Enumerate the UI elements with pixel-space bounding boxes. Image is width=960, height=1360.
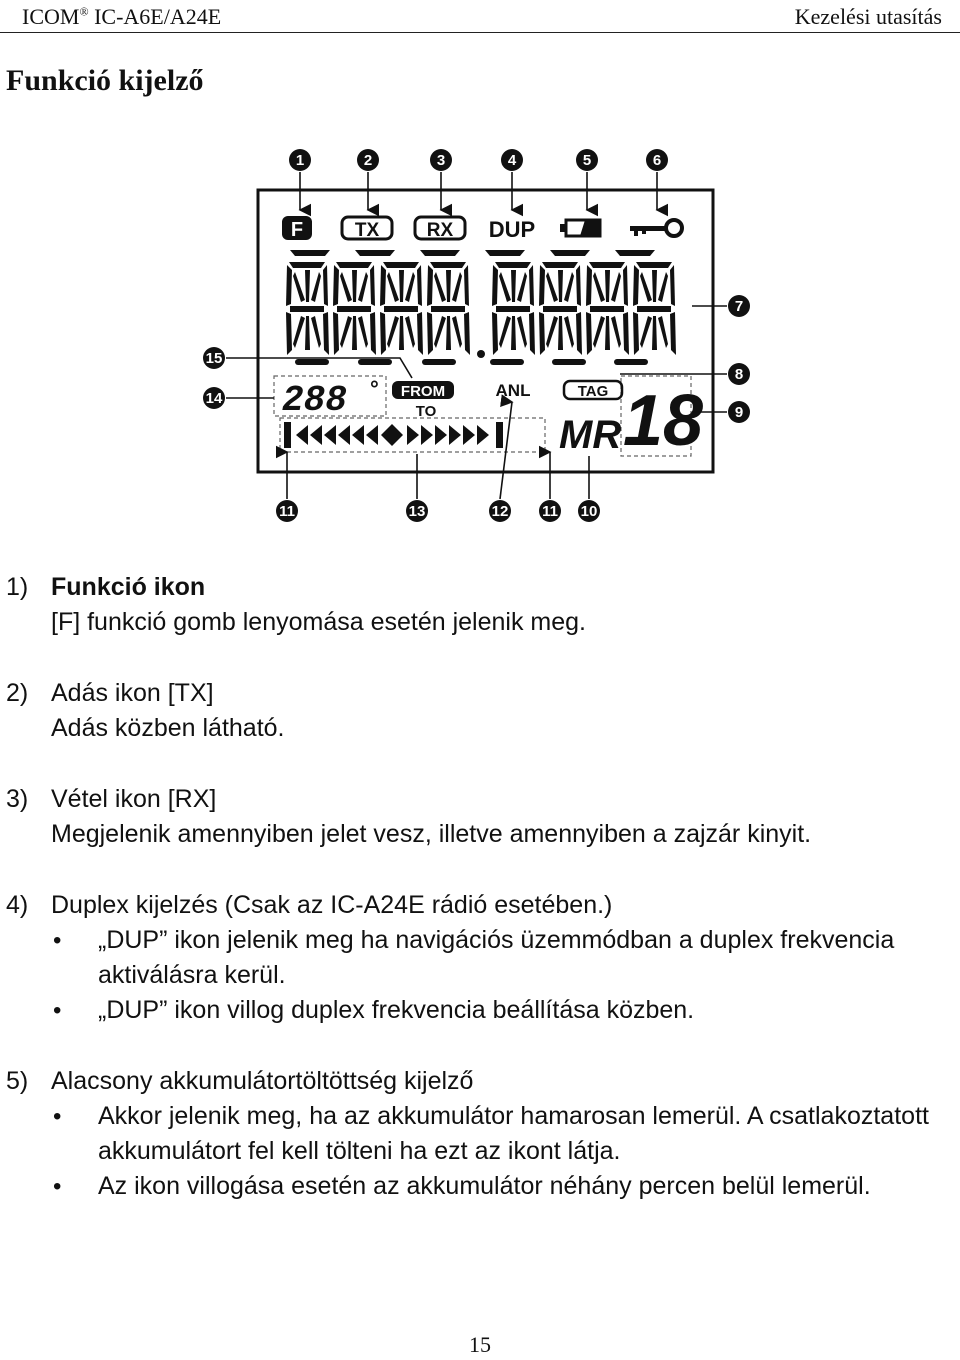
section-title: Alacsony akkumulátortöltöttség kijelző — [51, 1067, 474, 1095]
bullet-list — [51, 923, 946, 1028]
registered-mark: ® — [79, 4, 89, 19]
svg-text:3: 3 — [436, 152, 446, 169]
svg-text:TX: TX — [354, 220, 380, 241]
svg-text:1: 1 — [295, 152, 305, 169]
callout-10 — [578, 500, 600, 522]
section-number: 3) — [6, 785, 29, 813]
function-icon — [282, 216, 312, 241]
to-icon: TO — [415, 403, 437, 420]
section-number: 4) — [6, 891, 29, 919]
svg-text:13: 13 — [408, 503, 426, 520]
svg-text:2: 2 — [363, 152, 373, 169]
from-icon — [392, 381, 454, 400]
degree-symbol: ° — [370, 376, 379, 401]
callout-13 — [406, 500, 428, 522]
callout-7 — [728, 295, 750, 317]
section-title: Duplex kijelzés (Csak az IC-A24E rádió esetében.) — [51, 891, 613, 919]
bullet-item: • „DUP” ikon villog duplex frekvencia beállítása közben. — [51, 993, 946, 1028]
page-number: 15 — [469, 1332, 491, 1357]
callout-11a — [276, 500, 298, 522]
callout-5 — [576, 149, 598, 171]
bullet-item: • „DUP” ikon jelenik meg ha navigációs üzemmódban a duplex frekvencia aktiválásra kerül. — [51, 923, 946, 993]
section-body: [F] funkció gomb lenyomása esetén jelenik meg. — [51, 608, 586, 636]
model-name: IC-A6E/A24E — [94, 4, 222, 29]
dup-icon: DUP — [488, 217, 536, 242]
section-number: 1) — [6, 573, 29, 601]
svg-text:12: 12 — [491, 503, 509, 520]
svg-text:6: 6 — [652, 152, 662, 169]
callout-11b — [539, 500, 561, 522]
page-title: Funkció kijelző — [6, 64, 204, 97]
bullet-list — [51, 1099, 946, 1204]
section-title: Funkció ikon — [51, 573, 206, 601]
rx-icon — [415, 217, 465, 241]
svg-text:F: F — [290, 219, 304, 241]
section-number: 2) — [6, 679, 29, 707]
anl-icon: ANL — [495, 381, 531, 400]
callout-9 — [728, 401, 750, 423]
section-4 — [6, 888, 946, 1028]
section-title: Adás ikon [TX] — [51, 679, 214, 707]
battery-icon — [560, 220, 600, 236]
section-1 — [6, 570, 946, 640]
section-3 — [6, 782, 946, 852]
bullet-item: • Akkor jelenik meg, ha az akkumulátor hamarosan lemerül. A csatlakoztatott akkumulátort fel kell tölteni ha ezt az ikont látja. — [51, 1099, 946, 1169]
section-2 — [6, 676, 946, 746]
callout-6 — [646, 149, 668, 171]
channel-digits: 288 — [282, 380, 347, 421]
lower-bar-row — [295, 359, 648, 365]
section-body: Megjelenik amennyiben jelet vesz, illetve amennyiben a zajzár kinyit. — [51, 820, 812, 848]
key-icon — [630, 220, 682, 236]
callout-14 — [203, 387, 225, 409]
tx-icon — [342, 217, 392, 241]
description-sections — [6, 570, 946, 1240]
memory-channel-digits: 18 — [623, 381, 704, 461]
svg-text:11: 11 — [279, 503, 295, 520]
svg-text:4: 4 — [507, 152, 517, 169]
callout-4 — [501, 149, 523, 171]
header-left — [22, 4, 221, 30]
callout-1 — [289, 149, 311, 171]
section-body: Adás közben látható. — [51, 714, 285, 742]
svg-text:7: 7 — [734, 298, 744, 315]
callout-12 — [489, 500, 511, 522]
svg-text:10: 10 — [580, 503, 598, 520]
section-title: Vétel ikon [RX] — [51, 785, 217, 813]
page-header — [0, 0, 960, 33]
upper-bar-row — [290, 250, 655, 256]
callout-8 — [728, 363, 750, 385]
svg-text:9: 9 — [734, 404, 744, 421]
navigation-arrow-bar — [284, 422, 503, 448]
lcd-display-diagram — [190, 140, 770, 530]
svg-text:8: 8 — [734, 366, 744, 383]
frequency-digits — [286, 262, 676, 358]
callout-3 — [430, 149, 452, 171]
tag-icon — [564, 381, 622, 400]
manual-title: Kezelési utasítás — [794, 4, 942, 29]
section-number: 5) — [6, 1067, 29, 1095]
memory-recall-icon: MR — [559, 413, 622, 457]
svg-text:TAG: TAG — [577, 383, 609, 400]
svg-text:11: 11 — [542, 503, 558, 520]
section-5 — [6, 1064, 946, 1204]
callout-15 — [203, 347, 225, 369]
svg-text:14: 14 — [205, 390, 223, 407]
svg-text:FROM: FROM — [400, 383, 446, 400]
brand-name: ICOM — [22, 4, 80, 29]
svg-text:RX: RX — [426, 220, 454, 241]
svg-text:5: 5 — [582, 152, 592, 169]
callout-2 — [357, 149, 379, 171]
svg-text:15: 15 — [205, 350, 223, 367]
bullet-item: • Az ikon villogása esetén az akkumulátor néhány percen belül lemerül. — [51, 1169, 946, 1204]
